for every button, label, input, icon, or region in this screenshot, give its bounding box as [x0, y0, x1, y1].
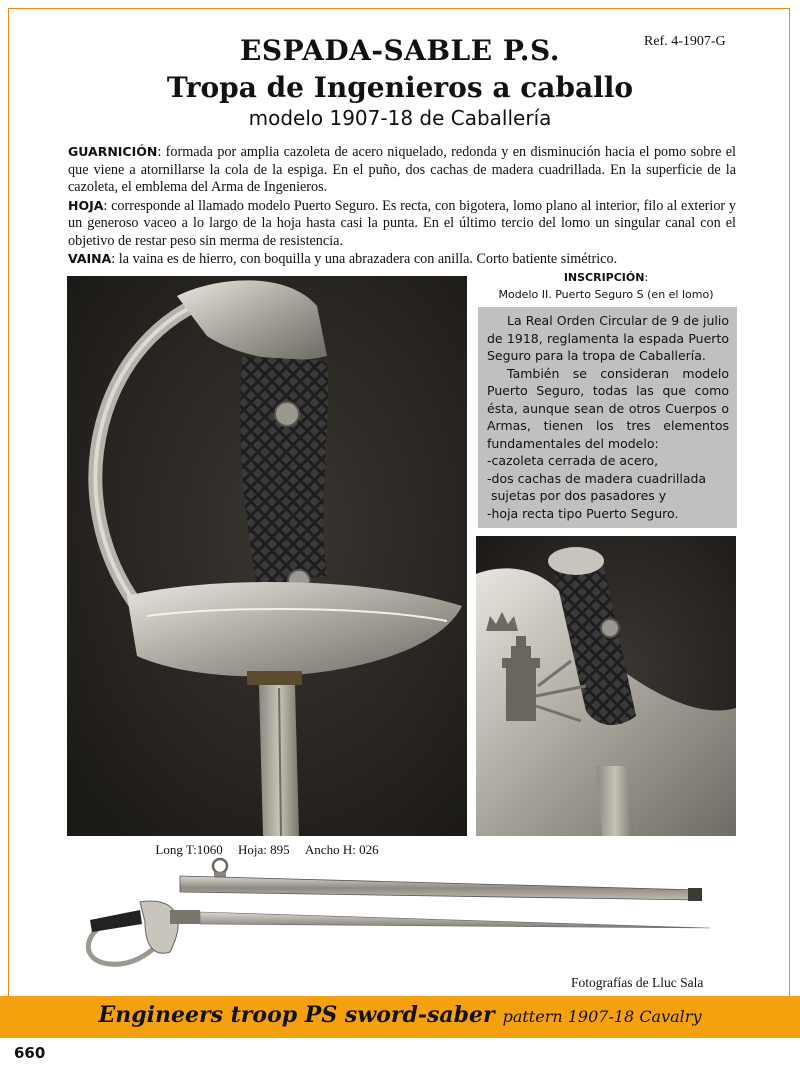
info-list-item: sujetas por dos pasadores y: [487, 488, 667, 503]
info-box: [478, 307, 737, 528]
inscription-heading-row: [478, 269, 734, 286]
page-number: 660: [14, 1044, 46, 1062]
page-title: ESPADA-SABLE P.S.: [240, 34, 560, 67]
description-text: : la vaina es de hierro, con boquilla y una abrazadera con anilla. Corto batiente simétrico.: [111, 251, 618, 267]
guard-detail-illustration: [476, 536, 736, 836]
inscription-heading: INSCRIPCIÓN: [563, 271, 645, 284]
guard-detail-photo: [476, 536, 736, 836]
total-length: Long T:1060: [155, 842, 223, 857]
english-title-main: Engineers troop PS sword-saber: [98, 1002, 495, 1028]
inscription: [478, 269, 734, 303]
page-subtitle: modelo 1907-18 de Caballería: [248, 106, 552, 130]
description-guarnicion: [68, 143, 736, 197]
description-hoja: [68, 197, 736, 251]
reference-code: Ref. 4-1907-G: [644, 34, 726, 49]
description-vaina: [68, 250, 736, 269]
description-label: HOJA: [68, 197, 104, 213]
photo-credit: Fotografías de Lluc Sala: [571, 975, 704, 990]
inscription-colon: :: [644, 271, 649, 284]
description-text: : corresponde al llamado modelo Puerto Seguro. Es recta, con bigotera, lomo plano al interior, filo al exterior y un generoso vaceo a lo largo de la hoja hasta casi la punta. En el último tercio del lomo un singular canal con el objetivo de restar peso sin merma de resistencia.: [68, 197, 736, 249]
description-text: : formada por amplia cazoleta de acero niquelado, redonda y en disminución hacia el pomo sobre el que viene a atornillarse la cola de la espiga. En el puño, dos cachas de madera cuadrillada. En la superficie de la cazoleta, el emblema del Arma de Ingenieros.: [68, 144, 736, 195]
info-list-item: -cazoleta cerrada de acero,: [487, 453, 659, 468]
info-list-item: -hoja recta tipo Puerto Seguro.: [487, 505, 679, 521]
description-block: [68, 143, 736, 269]
hilt-photo: [67, 276, 467, 836]
english-title: [0, 1002, 800, 1028]
info-list-item: -dos cachas de madera cuadrillada: [487, 470, 707, 486]
description-label: GUARNICIÓN: [68, 144, 158, 159]
info-paragraph-1: La Real Orden Circular de 9 de julio de 1918, reglamenta la espada Puerto Seguro para la tropa de Caballería.: [487, 313, 729, 363]
blade-width: Ancho H: 026: [304, 842, 379, 857]
hilt-photo-illustration: [67, 276, 467, 836]
description-label: VAINA: [68, 251, 112, 266]
inscription-text: Modelo II. Puerto Seguro S (en el lomo): [498, 288, 714, 301]
sword-and-scabbard-illustration: [60, 852, 740, 982]
info-paragraph-2: También se consideran modelo Puerto Seguro, todas las que como ésta, aunque sean de otros Cuerpos o Armas, tienen los tres elementos fundamentales del modelo:: [487, 365, 729, 451]
english-title-sub: pattern 1907-18 Cavalry: [502, 1007, 702, 1026]
blade-length: Hoja: 895: [238, 842, 290, 857]
page-title-line2: Tropa de Ingenieros a caballo: [166, 71, 634, 104]
